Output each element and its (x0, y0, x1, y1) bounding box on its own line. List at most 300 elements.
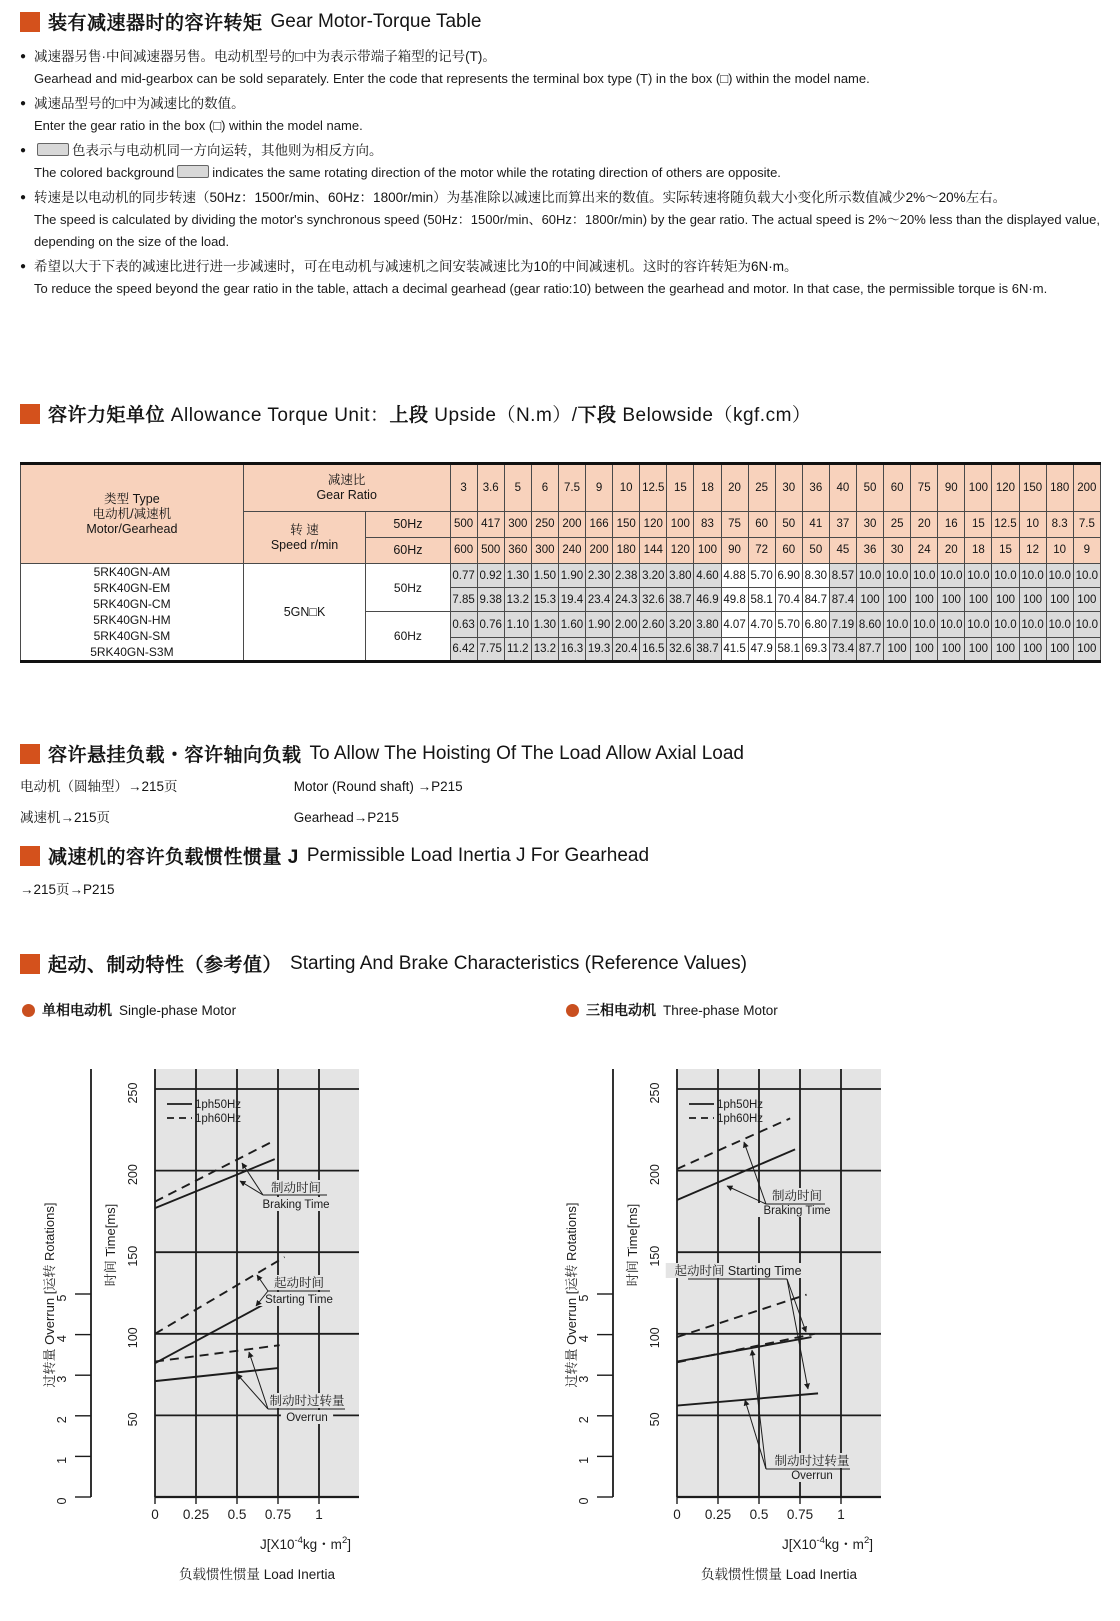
time-tick-label: 100 (126, 1327, 140, 1349)
speed-60hz-label: 60Hz (366, 538, 450, 564)
x-tick-label: 0.75 (264, 1507, 292, 1522)
note-item (20, 256, 1108, 300)
speed-60hz-cell: 144 (640, 538, 667, 564)
torque-cell-60hz-nm: 10.0 (1046, 612, 1073, 638)
gear-ratio-header-cell: 30 (775, 464, 802, 512)
torque-cell-50hz-kgfcm: 7.85 (450, 588, 477, 612)
torque-cell-50hz-nm: 4.60 (694, 564, 721, 588)
speed-50hz-cell: 8.3 (1046, 512, 1073, 538)
torque-cell-50hz-kgfcm: 87.4 (829, 588, 856, 612)
section-title-en: Starting And Brake Characteristics (Reference Values) (290, 952, 747, 974)
speed-50hz-cell: 120 (640, 512, 667, 538)
legend-label: 1ph60Hz (717, 1113, 764, 1125)
annotation-text-cn: 制动时间 (270, 1181, 322, 1195)
load-inertia-label: 负载惯性惯量 Load Inertia (178, 1567, 336, 1582)
gear-ratio-header-cell: 90 (938, 464, 965, 512)
speed-50hz-cell: 200 (558, 512, 585, 538)
gear-ratio-header-cell: 9 (586, 464, 613, 512)
link-cn: 减速机→215页 (20, 810, 111, 825)
torque-cell-50hz-kgfcm: 100 (1046, 588, 1073, 612)
torque-cell-60hz-nm: 0.63 (450, 612, 477, 638)
torque-cell-60hz-nm: 1.10 (504, 612, 531, 638)
overrun-tick-label: 2 (577, 1416, 591, 1424)
torque-cell-50hz-kgfcm: 100 (884, 588, 911, 612)
gear-ratio-header-cell: 25 (748, 464, 775, 512)
torque-cell-50hz-kgfcm: 100 (992, 588, 1019, 612)
bullet-icon: ● (20, 145, 27, 156)
torque-cell-50hz-nm: 10.0 (1073, 564, 1100, 588)
torque-cell-50hz-nm: 2.38 (613, 564, 640, 588)
gear-ratio-header-cell: 40 (829, 464, 856, 512)
section-marker-square (20, 744, 40, 764)
plot-area (677, 1069, 881, 1497)
allowance-title-part: 上段 (389, 405, 429, 426)
section-marker-square (20, 954, 40, 974)
torque-cell-60hz-kgfcm: 19.3 (586, 638, 613, 662)
note-cn: 色表示与电动机同一方向运转，其他则为相反方向。 (72, 143, 383, 158)
section-title-hoisting (20, 740, 744, 767)
x-tick-label: 0.5 (227, 1507, 247, 1522)
x-tick-label: 1 (837, 1507, 845, 1522)
torque-cell-50hz-kgfcm: 24.3 (613, 588, 640, 612)
torque-cell-60hz-nm: 0.76 (477, 612, 504, 638)
note-cn: 希望以大于下表的减速比进行进一步减速时，可在电动机与减速机之间安装减速比为10的中间减速机。这时的容许转矩为6N·m。 (34, 259, 798, 274)
time-tick-label: 150 (648, 1245, 662, 1267)
speed-50hz-cell: 75 (721, 512, 748, 538)
section-title-cn: 减速机的容许负载惯性惯量 J (48, 847, 299, 868)
note-cn: 减速器另售·中间减速器另售。电动机型号的□中为表示带端子箱型的记号(T)。 (34, 49, 496, 64)
overrun-tick-label: 5 (577, 1294, 591, 1302)
torque-cell-60hz-kgfcm: 73.4 (829, 638, 856, 662)
note-en: The colored background indicates the same rotating direction of the motor while the rotating direction of others are opposite. (34, 165, 781, 180)
torque-cell-50hz-kgfcm: 84.7 (802, 588, 829, 612)
time-tick-label: 200 (126, 1164, 140, 1186)
gear-ratio-header-cell: 50 (856, 464, 883, 512)
overrun-tick-label: 4 (55, 1335, 69, 1343)
bullet-icon: ● (20, 261, 27, 272)
torque-cell-60hz-nm: 1.60 (558, 612, 585, 638)
note-item-color-legend (20, 140, 1108, 184)
x-axis-unit-label: $J[X10^{-4}kg$・$m^2$] (259, 1535, 351, 1552)
x-tick-label: 0 (151, 1507, 159, 1522)
torque-cell-60hz-nm: 3.20 (667, 612, 694, 638)
torque-cell-60hz-kgfcm: 11.2 (504, 638, 531, 662)
gear-motor-torque-table (20, 462, 1101, 663)
torque-cell-50hz-kgfcm: 100 (938, 588, 965, 612)
torque-cell-50hz-nm: 10.0 (938, 564, 965, 588)
annotation-text-cn: 制动时过转量 (774, 1454, 850, 1468)
allowance-title-part: Upside（N.m）/ (428, 405, 578, 426)
torque-cell-50hz-kgfcm: 58.1 (748, 588, 775, 612)
speed-60hz-cell: 18 (965, 538, 992, 564)
speed-50hz-cell: 30 (856, 512, 883, 538)
torque-cell-60hz-nm: 8.60 (856, 612, 883, 638)
hoisting-row-gearhead (20, 803, 399, 833)
allowance-title-part: 下段 (577, 405, 617, 426)
torque-cell-60hz-kgfcm: 100 (1046, 638, 1073, 662)
speed-50hz-cell: 166 (586, 512, 613, 538)
gear-ratio-header-cell: 200 (1073, 464, 1100, 512)
time-tick-label: 50 (126, 1412, 140, 1427)
overrun-axis-title: 过转量 Overrun [运转 Rotations] (564, 1202, 579, 1388)
section-title-gear-motor-torque (20, 8, 481, 35)
speed-60hz-cell: 24 (911, 538, 938, 564)
speed-60hz-cell: 90 (721, 538, 748, 564)
link-en: Gearhead→P215 (293, 810, 399, 825)
legend-label: 1ph50Hz (195, 1099, 242, 1111)
overrun-tick-label: 2 (55, 1416, 69, 1424)
torque-cell-50hz-nm: 10.0 (856, 564, 883, 588)
torque-cell-60hz-kgfcm: 100 (884, 638, 911, 662)
speed-60hz-cell: 120 (667, 538, 694, 564)
single-phase-chart (20, 1032, 565, 1621)
section-title-cn: 容许悬挂负载・容许轴向负载 (48, 745, 302, 766)
speed-60hz-cell: 30 (884, 538, 911, 564)
torque-cell-50hz-nm: 10.0 (1019, 564, 1046, 588)
speed-50hz-cell: 41 (802, 512, 829, 538)
torque-cell-50hz-nm: 3.20 (640, 564, 667, 588)
torque-cell-50hz-kgfcm: 100 (1073, 588, 1100, 612)
torque-cell-60hz-kgfcm: 16.5 (640, 638, 667, 662)
torque-cell-60hz-nm: 4.70 (748, 612, 775, 638)
time-axis-title: 时间 Time[ms] (103, 1203, 118, 1287)
torque-cell-60hz-nm: 1.30 (531, 612, 558, 638)
annotation-text-cn: 起动时间 (273, 1276, 325, 1290)
torque-cell-60hz-nm: 10.0 (911, 612, 938, 638)
torque-cell-50hz-kgfcm: 23.4 (586, 588, 613, 612)
x-tick-label: 0.25 (182, 1507, 210, 1522)
gear-ratio-header-cell: 120 (992, 464, 1019, 512)
speed-60hz-cell: 45 (829, 538, 856, 564)
same-direction-swatch (37, 143, 69, 156)
time-tick-label: 150 (126, 1245, 140, 1267)
annotation-text-cn: 制动时过转量 (269, 1394, 345, 1408)
overrun-axis-title: 过转量 Overrun [运转 Rotations] (42, 1202, 57, 1388)
torque-cell-50hz-kgfcm: 46.9 (694, 588, 721, 612)
speed-60hz-cell: 60 (775, 538, 802, 564)
gear-ratio-header-cell: 150 (1019, 464, 1046, 512)
speed-50hz-cell: 417 (477, 512, 504, 538)
gear-ratio-header-cell: 180 (1046, 464, 1073, 512)
section-title-load-inertia (20, 842, 649, 869)
torque-cell-50hz-kgfcm: 9.38 (477, 588, 504, 612)
section-title-cn: 起动、制动特性（参考值） (48, 955, 283, 976)
note-item (20, 187, 1108, 253)
torque-cell-50hz-kgfcm: 100 (965, 588, 992, 612)
speed-50hz-cell: 60 (748, 512, 775, 538)
torque-cell-60hz-kgfcm: 69.3 (802, 638, 829, 662)
speed-50hz-cell: 25 (884, 512, 911, 538)
three-phase-chart (542, 1032, 1087, 1621)
torque-cell-60hz-kgfcm: 100 (938, 638, 965, 662)
chart-header-single-phase (22, 1000, 236, 1020)
speed-60hz-cell: 20 (938, 538, 965, 564)
torque-cell-50hz-nm: 10.0 (965, 564, 992, 588)
torque-cell-60hz-kgfcm: 20.4 (613, 638, 640, 662)
torque-cell-60hz-kgfcm: 13.2 (531, 638, 558, 662)
x-tick-label: 0.75 (786, 1507, 814, 1522)
time-tick-label: 50 (648, 1412, 662, 1427)
annotation-text-cn: 制动时间 (771, 1189, 823, 1203)
speed-50hz-cell: 12.5 (992, 512, 1019, 538)
torque-60hz-label: 60Hz (366, 612, 450, 662)
torque-cell-60hz-nm: 6.80 (802, 612, 829, 638)
torque-cell-50hz-nm: 2.30 (586, 564, 613, 588)
torque-cell-50hz-nm: 10.0 (992, 564, 1019, 588)
torque-cell-60hz-kgfcm: 100 (1019, 638, 1046, 662)
gear-ratio-header-cell: 7.5 (558, 464, 585, 512)
speed-60hz-cell: 72 (748, 538, 775, 564)
torque-cell-50hz-kgfcm: 100 (911, 588, 938, 612)
allowance-title (48, 400, 811, 427)
chart-title-en: Single-phase Motor (119, 1002, 237, 1018)
torque-cell-60hz-kgfcm: 58.1 (775, 638, 802, 662)
note-en: The speed is calculated by dividing the motor's synchronous speed (50Hz：1500r/min、60Hz：1800r/min) by the gear ratio. The actual speed is 2%～20% less than the displayed value, depending on the size of the load. (34, 212, 1100, 249)
same-direction-swatch (177, 165, 209, 178)
torque-cell-50hz-kgfcm: 49.8 (721, 588, 748, 612)
speed-50hz-cell: 83 (694, 512, 721, 538)
torque-cell-60hz-nm: 10.0 (992, 612, 1019, 638)
torque-cell-60hz-kgfcm: 87.7 (856, 638, 883, 662)
torque-cell-50hz-nm: 3.80 (667, 564, 694, 588)
torque-cell-50hz-nm: 1.30 (504, 564, 531, 588)
overrun-tick-label: 0 (577, 1497, 591, 1505)
speed-50hz-cell: 16 (938, 512, 965, 538)
speed-60hz-cell: 600 (450, 538, 477, 564)
note-en: Gearhead and mid-gearbox can be sold separately. Enter the code that represents the terminal box type (T) in the box (□) within the model name. (34, 71, 870, 86)
torque-cell-60hz-kgfcm: 41.5 (721, 638, 748, 662)
speed-60hz-cell: 9 (1073, 538, 1100, 564)
gear-ratio-header-cell: 100 (965, 464, 992, 512)
overrun-tick-label: 3 (55, 1375, 69, 1383)
speed-60hz-cell: 15 (992, 538, 1019, 564)
overrun-tick-label: 0 (55, 1497, 69, 1505)
torque-cell-60hz-nm: 10.0 (965, 612, 992, 638)
torque-cell-50hz-kgfcm: 38.7 (667, 588, 694, 612)
torque-cell-60hz-kgfcm: 32.6 (667, 638, 694, 662)
x-axis-unit-label: $J[X10^{-4}kg$・$m^2$] (781, 1535, 873, 1552)
speed-50hz-cell: 37 (829, 512, 856, 538)
gear-ratio-header-cell: 3 (450, 464, 477, 512)
torque-cell-60hz-nm: 10.0 (884, 612, 911, 638)
chart-header-three-phase (566, 1000, 778, 1020)
speed-60hz-cell: 180 (613, 538, 640, 564)
section-marker-square (20, 846, 40, 866)
speed-50hz-label: 50Hz (366, 512, 450, 538)
gear-ratio-header-cell: 10 (613, 464, 640, 512)
annotation-text-en: Overrun (286, 1412, 328, 1424)
gear-ratio-header-cell: 12.5 (640, 464, 667, 512)
torque-cell-50hz-kgfcm: 19.4 (558, 588, 585, 612)
speed-60hz-cell: 500 (477, 538, 504, 564)
time-tick-label: 200 (648, 1164, 662, 1186)
torque-cell-50hz-nm: 10.0 (884, 564, 911, 588)
torque-cell-60hz-nm: 2.60 (640, 612, 667, 638)
speed-60hz-cell: 300 (531, 538, 558, 564)
legend-label: 1ph60Hz (195, 1113, 242, 1125)
gear-ratio-header-cell: 6 (531, 464, 558, 512)
overrun-tick-label: 5 (55, 1294, 69, 1302)
torque-cell-60hz-kgfcm: 100 (1073, 638, 1100, 662)
note-en: Enter the gear ratio in the box (□) within the model name. (34, 118, 363, 133)
time-axis-title: 时间 Time[ms] (625, 1203, 640, 1287)
torque-cell-50hz-nm: 1.50 (531, 564, 558, 588)
section-title-starting-brake (20, 950, 747, 977)
section-title-en: To Allow The Hoisting Of The Load Allow Axial Load (309, 742, 744, 764)
overrun-tick-label: 1 (55, 1456, 69, 1464)
col-header-type: 类型 Type 电动机/减速机 Motor/Gearhead (21, 464, 244, 564)
x-tick-label: 1 (315, 1507, 323, 1522)
gear-ratio-header-cell: 20 (721, 464, 748, 512)
bullet-icon: ● (20, 98, 27, 109)
torque-cell-50hz-nm: 6.90 (775, 564, 802, 588)
link-cn: 电动机（圆轴型）→215页 (20, 779, 178, 794)
speed-50hz-cell: 10 (1019, 512, 1046, 538)
load-inertia-label: 负载惯性惯量 Load Inertia (700, 1567, 858, 1582)
torque-50hz-label: 50Hz (366, 564, 450, 612)
note-en: To reduce the speed beyond the gear ratio in the table, attach a decimal gearhead (gear ratio:10) between the gearhead and motor. In that case, the permissible torque is 6N·m. (34, 281, 1048, 296)
annotation-text-en: Overrun (791, 1470, 833, 1482)
speed-60hz-cell: 10 (1046, 538, 1073, 564)
speed-60hz-cell: 200 (586, 538, 613, 564)
note-cn: 转速是以电动机的同步转速（50Hz：1500r/min、60Hz：1800r/min）为基准除以减速比而算出来的数值。实际转速将随负载大小变化所示数值减少2%～20%左右。 (34, 190, 1007, 205)
torque-cell-60hz-kgfcm: 38.7 (694, 638, 721, 662)
overrun-tick-label: 3 (577, 1375, 591, 1383)
torque-cell-50hz-kgfcm: 70.4 (775, 588, 802, 612)
overrun-tick-label: 4 (577, 1335, 591, 1343)
motor-model-list: 5RK40GN-AM 5RK40GN-EM 5RK40GN-CM 5RK40GN-HM 5RK40GN-SM 5RK40GN-S3M (21, 564, 244, 662)
torque-cell-60hz-kgfcm: 7.75 (477, 638, 504, 662)
torque-cell-60hz-nm: 10.0 (1019, 612, 1046, 638)
speed-50hz-cell: 15 (965, 512, 992, 538)
gear-ratio-header-cell: 75 (911, 464, 938, 512)
gear-ratio-header-cell: 60 (884, 464, 911, 512)
annotation-text-en: Braking Time (763, 1205, 831, 1217)
torque-cell-50hz-kgfcm: 15.3 (531, 588, 558, 612)
torque-cell-50hz-nm: 0.92 (477, 564, 504, 588)
torque-cell-50hz-nm: 0.77 (450, 564, 477, 588)
legend-label: 1ph50Hz (717, 1099, 764, 1111)
allowance-title-part: Allowance Torque Unit： (165, 405, 390, 426)
torque-cell-60hz-kgfcm: 6.42 (450, 638, 477, 662)
section-title-allowance-torque-unit (20, 400, 811, 427)
annotation-text-en: Starting Time (265, 1294, 333, 1306)
bullet-icon: ● (20, 192, 27, 203)
torque-cell-60hz-nm: 10.0 (1073, 612, 1100, 638)
speed-60hz-cell: 12 (1019, 538, 1046, 564)
torque-cell-60hz-nm: 5.70 (775, 612, 802, 638)
overrun-tick-label: 1 (577, 1456, 591, 1464)
speed-50hz-cell: 500 (450, 512, 477, 538)
gear-ratio-header-cell: 36 (802, 464, 829, 512)
speed-50hz-cell: 20 (911, 512, 938, 538)
torque-cell-50hz-kgfcm: 32.6 (640, 588, 667, 612)
speed-50hz-cell: 150 (613, 512, 640, 538)
speed-60hz-cell: 36 (856, 538, 883, 564)
speed-50hz-cell: 50 (775, 512, 802, 538)
torque-cell-50hz-nm: 1.90 (558, 564, 585, 588)
speed-60hz-cell: 50 (802, 538, 829, 564)
note-cn: 减速品型号的□中为减速比的数值。 (34, 96, 245, 111)
speed-60hz-cell: 240 (558, 538, 585, 564)
note-item (20, 93, 1108, 137)
annotation-text-cn: 起动时间 Starting Time (674, 1264, 802, 1278)
bullet-circle-icon (22, 1004, 35, 1017)
speed-50hz-cell: 300 (504, 512, 531, 538)
bullet-icon: ● (20, 51, 27, 62)
torque-cell-50hz-nm: 4.88 (721, 564, 748, 588)
section-marker-square (20, 404, 40, 424)
chart-title-cn: 三相电动机 (586, 1002, 656, 1018)
time-tick-label: 250 (648, 1082, 662, 1104)
torque-cell-60hz-kgfcm: 100 (992, 638, 1019, 662)
torque-cell-60hz-nm: 3.80 (694, 612, 721, 638)
inertia-page-ref: →215页→P215 (20, 882, 115, 897)
x-tick-label: 0.5 (749, 1507, 769, 1522)
torque-table-wrap (20, 462, 1101, 663)
section-title-cn: 装有减速器时的容许转矩 (48, 13, 263, 34)
gear-ratio-header-cell: 5 (504, 464, 531, 512)
torque-cell-60hz-nm: 1.90 (586, 612, 613, 638)
time-tick-label: 100 (648, 1327, 662, 1349)
time-tick-label: 250 (126, 1082, 140, 1104)
speed-50hz-cell: 100 (667, 512, 694, 538)
torque-cell-50hz-kgfcm: 100 (856, 588, 883, 612)
x-tick-label: 0.25 (704, 1507, 732, 1522)
torque-cell-50hz-nm: 8.30 (802, 564, 829, 588)
allowance-title-part: 容许力矩单位 (48, 405, 166, 426)
torque-cell-60hz-nm: 7.19 (829, 612, 856, 638)
torque-cell-60hz-kgfcm: 100 (911, 638, 938, 662)
torque-cell-60hz-kgfcm: 100 (965, 638, 992, 662)
torque-cell-50hz-kgfcm: 100 (1019, 588, 1046, 612)
section-title-en: Gear Motor-Torque Table (270, 10, 482, 32)
torque-cell-50hz-nm: 10.0 (911, 564, 938, 588)
gear-ratio-header-cell: 18 (694, 464, 721, 512)
x-tick-label: 0 (673, 1507, 681, 1522)
speed-50hz-cell: 250 (531, 512, 558, 538)
torque-cell-60hz-kgfcm: 16.3 (558, 638, 585, 662)
speed-60hz-cell: 100 (694, 538, 721, 564)
gear-ratio-header-cell: 3.6 (477, 464, 504, 512)
speed-50hz-cell: 7.5 (1073, 512, 1100, 538)
gearhead-model: 5GN□K (243, 564, 365, 662)
torque-cell-50hz-nm: 10.0 (1046, 564, 1073, 588)
gear-ratio-header-cell: 15 (667, 464, 694, 512)
section-title-en: Permissible Load Inertia J For Gearhead (306, 844, 650, 866)
allowance-title-part: Belowside（kgf.cm） (616, 405, 812, 426)
torque-cell-60hz-kgfcm: 47.9 (748, 638, 775, 662)
notes-list (20, 46, 1108, 303)
torque-cell-60hz-nm: 2.00 (613, 612, 640, 638)
annotation-text-en: Braking Time (262, 1199, 330, 1211)
col-header-gear-ratio: 减速比 Gear Ratio (243, 464, 450, 512)
link-en: Motor (Round shaft) →P215 (293, 779, 463, 794)
note-item (20, 46, 1108, 90)
torque-cell-50hz-nm: 5.70 (748, 564, 775, 588)
hoisting-row-motor (20, 772, 463, 802)
torque-cell-60hz-nm: 10.0 (938, 612, 965, 638)
col-header-speed: 转 速 Speed r/min (243, 512, 365, 564)
torque-cell-50hz-nm: 8.57 (829, 564, 856, 588)
section-marker-square (20, 12, 40, 32)
speed-60hz-cell: 360 (504, 538, 531, 564)
bullet-circle-icon (566, 1004, 579, 1017)
torque-cell-50hz-kgfcm: 13.2 (504, 588, 531, 612)
torque-cell-60hz-nm: 4.07 (721, 612, 748, 638)
chart-title-en: Three-phase Motor (663, 1002, 778, 1018)
chart-title-cn: 单相电动机 (42, 1002, 112, 1018)
